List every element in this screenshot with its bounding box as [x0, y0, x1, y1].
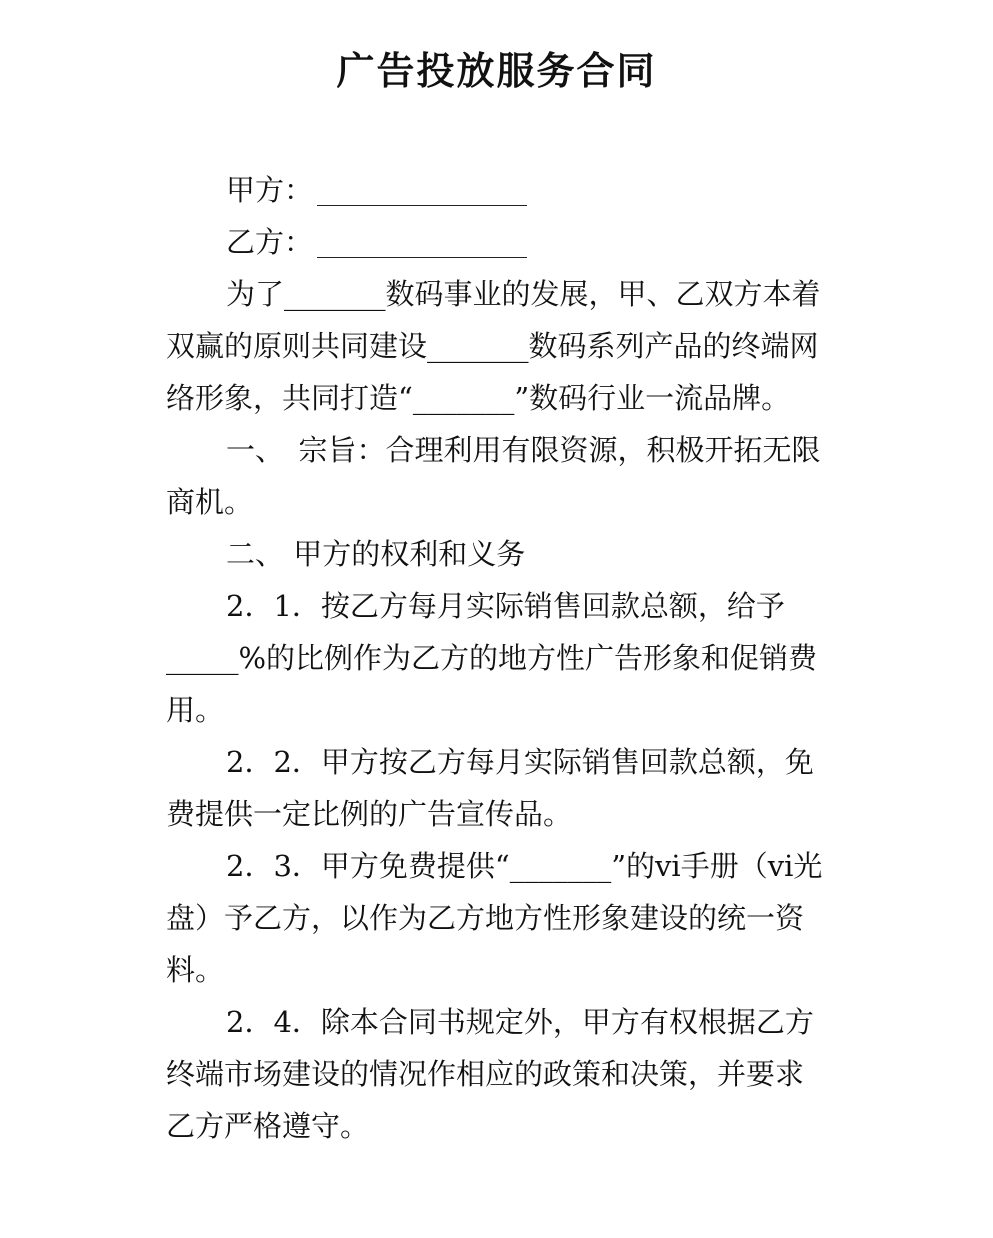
clause-2-3: 2．3．甲方免费提供“_______”的vi手册（vi光盘）予乙方，以作为乙方地方性形象建设的统一资料。 [166, 849, 823, 987]
contract-body [166, 164, 828, 1152]
section-1-purpose: 一、 宗旨：合理利用有限资源，积极开拓无限商机。 [166, 433, 821, 519]
clause-2-1: 2．1．按乙方每月实际销售回款总额，给予_____%的比例作为乙方的地方性广告形象和促销费用。 [166, 589, 818, 727]
party-a-label: 甲方： [226, 173, 314, 207]
intro-paragraph: 为了_______数码事业的发展，甲、乙双方本着双赢的原则共同建设_______数码系列产品的终端网络形象，共同打造“_______”数码行业一流品牌。 [166, 277, 821, 415]
section-2-heading: 二、 甲方的权利和义务 [226, 537, 526, 571]
party-b-label: 乙方： [226, 225, 314, 259]
clause-2-2: 2．2．甲方按乙方每月实际销售回款总额，免费提供一定比例的广告宣传品。 [166, 745, 814, 831]
party-a-line [166, 164, 828, 216]
party-b-line [166, 216, 828, 268]
party-a-blank [317, 175, 527, 206]
clause-2-4: 2．4．除本合同书规定外，甲方有权根据乙方终端市场建设的情况作相应的政策和决策，并要求乙方严格遵守。 [166, 1005, 814, 1143]
contract-title: 广告投放服务合同 [336, 49, 657, 93]
party-b-blank [317, 227, 527, 258]
